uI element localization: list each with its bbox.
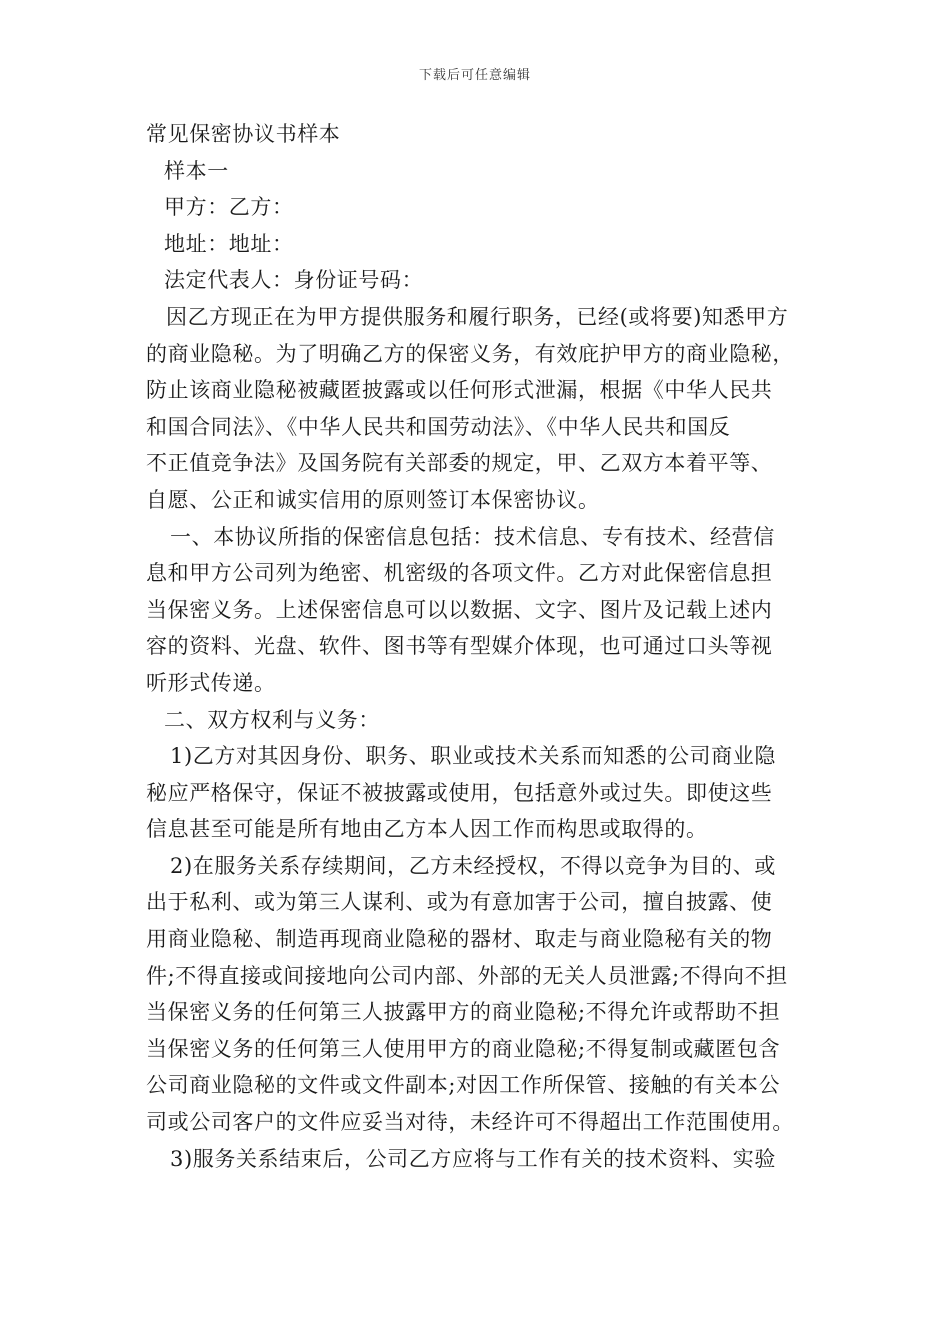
- paragraph-line: 一、本协议所指的保密信息包括：技术信息、专有技术、经营信: [170, 524, 775, 549]
- paragraph-line: 因乙方现正在为甲方提供服务和履行职务，已经(或将要)知悉甲方: [166, 304, 789, 329]
- paragraph-line: 3)服务关系结束后，公司乙方应将与工作有关的技术资料、实验: [170, 1146, 776, 1171]
- paragraph-line: 听形式传递。: [146, 670, 276, 695]
- party-line: 甲方：乙方：: [164, 195, 294, 220]
- paragraph-line: 自愿、公正和诚实信用的原则签订本保密协议。: [146, 487, 600, 512]
- paragraph-line: 容的资料、光盘、软件、图书等有型媒介体现，也可通过口头等视: [146, 634, 773, 659]
- paragraph-line: 不正值竞争法》及国务院有关部委的规定，甲、乙双方本着平等、: [146, 451, 773, 476]
- item-three-paragraph: [146, 1141, 806, 1178]
- document-body: [146, 116, 806, 1177]
- paragraph-line: 息和甲方公司列为绝密、机密级的各项文件。乙方对此保密信息担: [146, 561, 773, 586]
- paragraph-line: 司或公司客户的文件应妥当对待，未经许可不得超出工作范围使用。: [146, 1110, 794, 1135]
- address-line: 地址：地址：: [164, 231, 294, 256]
- paragraph-line: 件;不得直接或间接地向公司内部、外部的无关人员泄露;不得向不担: [146, 963, 788, 988]
- paragraph-line: 防止该商业隐秘被藏匿披露或以任何形式泄漏，根据《中华人民共: [146, 378, 773, 403]
- paragraph-line: 2)在服务关系存续期间，乙方未经授权，不得以竞争为目的、或: [170, 853, 776, 878]
- paragraph-line: 当保密义务的任何第三人披露甲方的商业隐秘;不得允许或帮助不担: [146, 1000, 781, 1025]
- sample-label: 样本一: [164, 158, 229, 183]
- header-note: 下载后可任意编辑: [418, 68, 531, 83]
- section-one-paragraph: [146, 519, 806, 702]
- document-title: 常见保密协议书样本: [146, 122, 341, 146]
- paragraph-line: 当保密义务的任何第三人使用甲方的商业隐秘;不得复制或藏匿包含: [146, 1036, 781, 1061]
- paragraph-line: 当保密义务。上述保密信息可以以数据、文字、图片及记载上述内: [146, 597, 773, 622]
- paragraph-line: 和国合同法》、《中华人民共和国劳动法》、《中华人民共和国反: [146, 414, 731, 439]
- item-two-paragraph: [146, 848, 806, 1141]
- item-one-paragraph: [146, 738, 806, 848]
- paragraph-line: 信息甚至可能是所有地由乙方本人因工作而构思或取得的。: [146, 817, 708, 842]
- preamble-paragraph: [146, 299, 806, 519]
- section-heading: 二、双方权利与义务：: [164, 707, 380, 732]
- paragraph-line: 的商业隐秘。为了明确乙方的保密义务，有效庇护甲方的商业隐秘，: [146, 341, 794, 366]
- paragraph-line: 公司商业隐秘的文件或文件副本;对因工作所保管、接触的有关本公: [146, 1073, 781, 1098]
- paragraph-line: 出于私利、或为第三人谋利、或为有意加害于公司，擅自披露、使: [146, 890, 773, 915]
- paragraph-line: 秘应严格保守，保证不被披露或使用，包括意外或过失。即使这些: [146, 780, 773, 805]
- paragraph-line: 1)乙方对其因身份、职务、职业或技术关系而知悉的公司商业隐: [170, 744, 776, 769]
- section-two-heading: [146, 702, 806, 739]
- paragraph-line: 用商业隐秘、制造再现商业隐秘的器材、取走与商业隐秘有关的物: [146, 927, 773, 952]
- representative-line: 法定代表人：身份证号码：: [164, 268, 424, 293]
